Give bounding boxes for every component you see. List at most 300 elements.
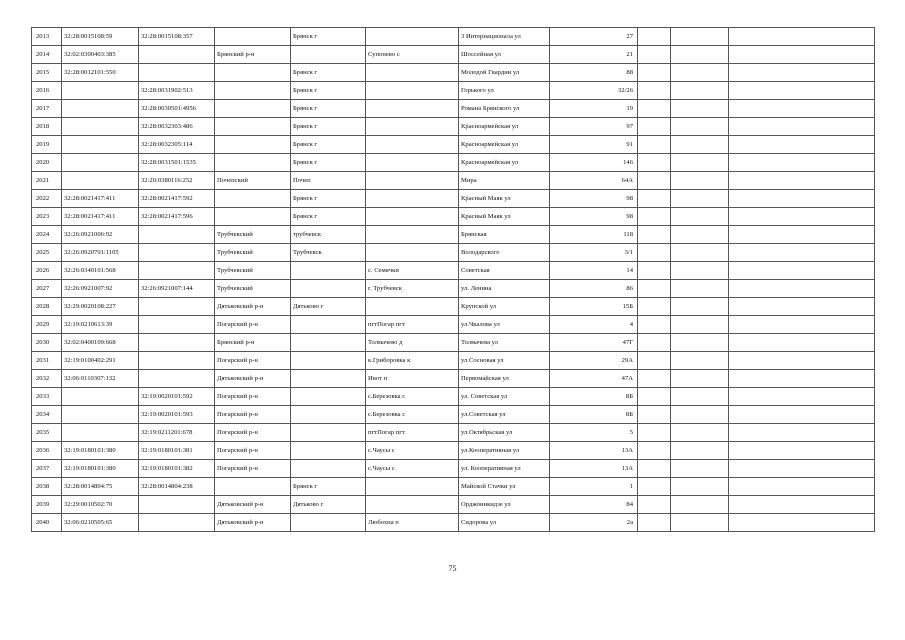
cell-extra-col-3	[729, 46, 875, 64]
table-row	[32, 262, 875, 280]
cell-extra-col-2	[671, 208, 729, 226]
cell-extra-col-3	[729, 388, 875, 406]
cell-building-cadastral-number	[139, 262, 215, 280]
cell-extra-col-2	[671, 460, 729, 478]
cell-house-number: 8Б	[550, 388, 638, 406]
cell-extra-col-1	[638, 406, 671, 424]
cell-city	[291, 316, 366, 334]
cell-city: Брянск г	[291, 478, 366, 496]
cell-settlement	[366, 190, 459, 208]
cell-extra-col-2	[671, 118, 729, 136]
cell-street: ул. Советская ул	[459, 388, 550, 406]
cell-district: Дятьковский р-н	[215, 370, 291, 388]
cell-extra-col-3	[729, 100, 875, 118]
cell-row-number: 2027	[32, 280, 62, 298]
cell-house-number: 86	[550, 280, 638, 298]
cell-building-cadastral-number: 32:26:0921007:144	[139, 280, 215, 298]
cell-city	[291, 424, 366, 442]
cell-city	[291, 334, 366, 352]
cell-row-number: 2013	[32, 28, 62, 46]
cell-extra-col-2	[671, 370, 729, 388]
cell-city	[291, 280, 366, 298]
cell-settlement	[366, 28, 459, 46]
cell-extra-col-2	[671, 100, 729, 118]
cell-street: ул.Кооперативная ул	[459, 442, 550, 460]
cell-house-number: 98	[550, 208, 638, 226]
cell-extra-col-2	[671, 316, 729, 334]
cell-extra-col-1	[638, 460, 671, 478]
cell-house-number: 98	[550, 190, 638, 208]
cell-district: Погарский р-н	[215, 460, 291, 478]
cell-city	[291, 460, 366, 478]
cell-city: Брянск г	[291, 136, 366, 154]
cell-row-number: 2018	[32, 118, 62, 136]
cell-extra-col-3	[729, 298, 875, 316]
cell-city	[291, 352, 366, 370]
cell-row-number: 2015	[32, 64, 62, 82]
cell-district	[215, 136, 291, 154]
cell-street: Мира	[459, 172, 550, 190]
cell-street: ул.Советская ул	[459, 406, 550, 424]
cell-house-number: 2а	[550, 514, 638, 532]
cell-street: Толмачева ул	[459, 334, 550, 352]
cell-extra-col-2	[671, 442, 729, 460]
cell-row-number: 2022	[32, 190, 62, 208]
table-row	[32, 334, 875, 352]
table-row	[32, 496, 875, 514]
table-row	[32, 82, 875, 100]
cell-cadastral-number: 32:02:0400109:668	[62, 334, 139, 352]
cell-house-number: 21	[550, 46, 638, 64]
cell-extra-col-3	[729, 496, 875, 514]
cell-row-number: 2014	[32, 46, 62, 64]
cell-district: Почепский	[215, 172, 291, 190]
cell-extra-col-1	[638, 334, 671, 352]
cell-building-cadastral-number: 32:28:0021417:592	[139, 190, 215, 208]
cell-house-number: 1	[550, 478, 638, 496]
cell-extra-col-1	[638, 388, 671, 406]
cell-house-number: 29А	[550, 352, 638, 370]
cell-row-number: 2019	[32, 136, 62, 154]
cell-extra-col-3	[729, 136, 875, 154]
cell-house-number: 3/1	[550, 244, 638, 262]
cell-street: Красноармейская ул	[459, 118, 550, 136]
cell-settlement: к.Гриборовка к	[366, 352, 459, 370]
cell-row-number: 2034	[32, 406, 62, 424]
cell-street: ул. Ленина	[459, 280, 550, 298]
cell-building-cadastral-number: 32:28:0032305:114	[139, 136, 215, 154]
cell-district: Погарский р-н	[215, 442, 291, 460]
cell-extra-col-2	[671, 406, 729, 424]
cell-house-number: 13А	[550, 460, 638, 478]
cell-extra-col-2	[671, 244, 729, 262]
cell-cadastral-number	[62, 136, 139, 154]
cell-cadastral-number: 32:28:0021417:411	[62, 208, 139, 226]
cell-settlement	[366, 64, 459, 82]
cell-settlement: Любохна п	[366, 514, 459, 532]
cell-settlement: Ивот п	[366, 370, 459, 388]
table-row	[32, 370, 875, 388]
cell-extra-col-1	[638, 370, 671, 388]
table-row	[32, 388, 875, 406]
cell-building-cadastral-number	[139, 496, 215, 514]
cell-extra-col-1	[638, 280, 671, 298]
table-row	[32, 46, 875, 64]
cell-district	[215, 82, 291, 100]
table-row	[32, 442, 875, 460]
table-row	[32, 28, 875, 46]
cell-settlement: с.Березовка с	[366, 406, 459, 424]
cell-house-number: 47А	[550, 370, 638, 388]
cell-extra-col-1	[638, 46, 671, 64]
cell-street: Володарского	[459, 244, 550, 262]
cell-settlement: с.Березовка с	[366, 388, 459, 406]
cell-building-cadastral-number: 32:28:0015108:357	[139, 28, 215, 46]
cell-extra-col-2	[671, 154, 729, 172]
cell-extra-col-3	[729, 154, 875, 172]
cell-extra-col-2	[671, 496, 729, 514]
cell-building-cadastral-number	[139, 226, 215, 244]
table-row	[32, 298, 875, 316]
cell-house-number: 88	[550, 64, 638, 82]
cell-extra-col-1	[638, 154, 671, 172]
cell-city: Дятьково г	[291, 496, 366, 514]
cell-extra-col-1	[638, 190, 671, 208]
cell-cadastral-number	[62, 118, 139, 136]
cell-extra-col-3	[729, 460, 875, 478]
cell-building-cadastral-number: 32:28:0031501:1535	[139, 154, 215, 172]
cell-extra-col-2	[671, 64, 729, 82]
cell-extra-col-1	[638, 352, 671, 370]
cell-street: Майской Стачки ул	[459, 478, 550, 496]
cell-extra-col-1	[638, 226, 671, 244]
cell-extra-col-2	[671, 388, 729, 406]
cell-city: Дятьково г	[291, 298, 366, 316]
cell-building-cadastral-number: 32:28:0030501:4956	[139, 100, 215, 118]
cell-street: Крупской ул	[459, 298, 550, 316]
cell-house-number: 64А	[550, 172, 638, 190]
cell-street: Красный Маяк ул	[459, 190, 550, 208]
cell-extra-col-2	[671, 226, 729, 244]
cell-row-number: 2036	[32, 442, 62, 460]
cell-street: ул. Кооперативная ул	[459, 460, 550, 478]
cell-house-number: 4	[550, 316, 638, 334]
cell-city: Брянск г	[291, 118, 366, 136]
cell-city: трубчевск	[291, 226, 366, 244]
cell-row-number: 2026	[32, 262, 62, 280]
cell-settlement	[366, 118, 459, 136]
cell-extra-col-1	[638, 514, 671, 532]
table-row	[32, 460, 875, 478]
cell-cadastral-number: 32:26:0921006:92	[62, 226, 139, 244]
cell-district	[215, 28, 291, 46]
cell-settlement	[366, 172, 459, 190]
cell-extra-col-3	[729, 262, 875, 280]
cell-district: Брянский р-н	[215, 334, 291, 352]
cell-extra-col-1	[638, 82, 671, 100]
cell-row-number: 2021	[32, 172, 62, 190]
cell-settlement	[366, 496, 459, 514]
cell-extra-col-3	[729, 190, 875, 208]
cell-extra-col-2	[671, 136, 729, 154]
cell-extra-col-3	[729, 406, 875, 424]
cell-district	[215, 100, 291, 118]
cell-district: Погарский р-н	[215, 388, 291, 406]
cell-extra-col-1	[638, 64, 671, 82]
table-row	[32, 316, 875, 334]
cell-street: Орджоникидзе ул	[459, 496, 550, 514]
cell-extra-col-3	[729, 316, 875, 334]
cell-extra-col-1	[638, 478, 671, 496]
cell-building-cadastral-number	[139, 334, 215, 352]
cell-extra-col-2	[671, 28, 729, 46]
cell-street: Горького ул	[459, 82, 550, 100]
cell-city: Трубчевск	[291, 244, 366, 262]
cell-extra-col-1	[638, 100, 671, 118]
cell-extra-col-2	[671, 334, 729, 352]
cell-extra-col-1	[638, 298, 671, 316]
table-row	[32, 514, 875, 532]
cell-extra-col-1	[638, 172, 671, 190]
cell-settlement	[366, 244, 459, 262]
cell-extra-col-1	[638, 316, 671, 334]
cell-cadastral-number	[62, 172, 139, 190]
cell-extra-col-1	[638, 244, 671, 262]
cell-district: Погарский р-н	[215, 424, 291, 442]
table-row	[32, 154, 875, 172]
cell-extra-col-3	[729, 514, 875, 532]
cell-street: Молодой Гвардии ул	[459, 64, 550, 82]
cell-house-number: 84	[550, 496, 638, 514]
cell-extra-col-2	[671, 298, 729, 316]
cell-extra-col-3	[729, 208, 875, 226]
table-body	[32, 28, 875, 532]
cell-house-number: 47Г	[550, 334, 638, 352]
registry-table	[31, 27, 875, 532]
cell-row-number: 2030	[32, 334, 62, 352]
cell-extra-col-3	[729, 352, 875, 370]
cell-city	[291, 406, 366, 424]
cell-extra-col-3	[729, 334, 875, 352]
cell-building-cadastral-number: 32:19:0211201:678	[139, 424, 215, 442]
cell-extra-col-3	[729, 244, 875, 262]
cell-street: ул.Сосновая ул	[459, 352, 550, 370]
cell-house-number: 15Б	[550, 298, 638, 316]
cell-extra-col-2	[671, 478, 729, 496]
cell-cadastral-number: 32:29:0010502:70	[62, 496, 139, 514]
cell-extra-col-3	[729, 442, 875, 460]
cell-house-number: 91	[550, 136, 638, 154]
cell-building-cadastral-number	[139, 514, 215, 532]
cell-settlement: с.Чаусы с	[366, 442, 459, 460]
table-row	[32, 424, 875, 442]
cell-street: ул.Чкалова ул	[459, 316, 550, 334]
cell-extra-col-3	[729, 478, 875, 496]
cell-district	[215, 478, 291, 496]
cell-city: Почеп	[291, 172, 366, 190]
cell-building-cadastral-number	[139, 244, 215, 262]
cell-row-number: 2016	[32, 82, 62, 100]
cell-house-number: 97	[550, 118, 638, 136]
cell-city	[291, 442, 366, 460]
cell-city	[291, 514, 366, 532]
cell-city: Брянск г	[291, 154, 366, 172]
cell-city: Брянск г	[291, 64, 366, 82]
cell-settlement: г. Трубчевск	[366, 280, 459, 298]
cell-district	[215, 208, 291, 226]
table-row	[32, 190, 875, 208]
table-row	[32, 118, 875, 136]
cell-settlement	[366, 82, 459, 100]
cell-building-cadastral-number: 32:28:0021417:596	[139, 208, 215, 226]
cell-cadastral-number: 32:26:0921007:92	[62, 280, 139, 298]
cell-row-number: 2040	[32, 514, 62, 532]
cell-street: ул.Октябрьская ул	[459, 424, 550, 442]
cell-extra-col-3	[729, 280, 875, 298]
cell-city: Брянск г	[291, 100, 366, 118]
cell-extra-col-2	[671, 352, 729, 370]
cell-building-cadastral-number	[139, 352, 215, 370]
cell-extra-col-3	[729, 226, 875, 244]
cell-settlement	[366, 136, 459, 154]
cell-extra-col-2	[671, 424, 729, 442]
cell-street: Красноармейская ул	[459, 154, 550, 172]
page-number: 75	[448, 564, 457, 573]
cell-district	[215, 154, 291, 172]
cell-district: Дятьковский р-н	[215, 496, 291, 514]
cell-cadastral-number: 32:26:0340101:568	[62, 262, 139, 280]
cell-district: Трубчевский	[215, 226, 291, 244]
cell-cadastral-number: 32:19:0100402:291	[62, 352, 139, 370]
table-row	[32, 136, 875, 154]
cell-building-cadastral-number	[139, 316, 215, 334]
cell-street: Красноармейская ул	[459, 136, 550, 154]
cell-settlement	[366, 154, 459, 172]
cell-city	[291, 388, 366, 406]
cell-extra-col-1	[638, 262, 671, 280]
cell-district: Трубчевский	[215, 262, 291, 280]
cell-house-number: 146	[550, 154, 638, 172]
cell-settlement: с.Чаусы с	[366, 460, 459, 478]
cell-cadastral-number	[62, 388, 139, 406]
cell-cadastral-number: 32:19:0210613:39	[62, 316, 139, 334]
cell-cadastral-number: 32:26:0920701:1105	[62, 244, 139, 262]
cell-extra-col-1	[638, 208, 671, 226]
cell-district: Трубчевский	[215, 244, 291, 262]
cell-cadastral-number: 32:28:0015108:59	[62, 28, 139, 46]
cell-extra-col-1	[638, 424, 671, 442]
cell-district: Погарский р-н	[215, 316, 291, 334]
cell-district: Брянский р-н	[215, 46, 291, 64]
table-row	[32, 226, 875, 244]
cell-building-cadastral-number: 32:19:0020101:592	[139, 388, 215, 406]
cell-city: Брянск г	[291, 82, 366, 100]
cell-street: 3 Интернационала ул	[459, 28, 550, 46]
cell-city: Брянск г	[291, 208, 366, 226]
cell-street: Сидорова ул	[459, 514, 550, 532]
cell-street: Брянская	[459, 226, 550, 244]
cell-cadastral-number: 32:19:0180101:380	[62, 460, 139, 478]
cell-extra-col-2	[671, 262, 729, 280]
cell-house-number: 19	[550, 100, 638, 118]
cell-house-number: 13А	[550, 442, 638, 460]
cell-district: Погарский р-н	[215, 406, 291, 424]
table-row	[32, 172, 875, 190]
cell-cadastral-number: 32:29:0020108:227	[62, 298, 139, 316]
table-row	[32, 64, 875, 82]
cell-row-number: 2023	[32, 208, 62, 226]
cell-district: Погарский р-н	[215, 352, 291, 370]
cell-district: Трубчевский	[215, 280, 291, 298]
cell-street: Шоссейная ул	[459, 46, 550, 64]
cell-city	[291, 262, 366, 280]
cell-cadastral-number	[62, 100, 139, 118]
cell-extra-col-3	[729, 370, 875, 388]
cell-cadastral-number: 32:28:0012101:550	[62, 64, 139, 82]
cell-cadastral-number: 32:28:0021417:411	[62, 190, 139, 208]
cell-district	[215, 118, 291, 136]
cell-extra-col-3	[729, 118, 875, 136]
cell-extra-col-2	[671, 190, 729, 208]
cell-extra-col-2	[671, 280, 729, 298]
cell-street: Красный Маяк ул	[459, 208, 550, 226]
cell-building-cadastral-number	[139, 370, 215, 388]
cell-settlement: пгтПогар пгт	[366, 316, 459, 334]
cell-row-number: 2031	[32, 352, 62, 370]
cell-cadastral-number: 32:28:0014804:75	[62, 478, 139, 496]
cell-building-cadastral-number: 32:19:0020101:593	[139, 406, 215, 424]
cell-extra-col-2	[671, 82, 729, 100]
cell-row-number: 2017	[32, 100, 62, 118]
cell-cadastral-number	[62, 424, 139, 442]
table-row	[32, 244, 875, 262]
cell-cadastral-number: 32:06:0210505:65	[62, 514, 139, 532]
cell-street: Первомайская ул	[459, 370, 550, 388]
cell-house-number: 27	[550, 28, 638, 46]
cell-building-cadastral-number: 32:28:0032303:486	[139, 118, 215, 136]
cell-cadastral-number: 32:06:0110307:132	[62, 370, 139, 388]
cell-building-cadastral-number: 32:28:0014804:238	[139, 478, 215, 496]
cell-settlement	[366, 100, 459, 118]
cell-extra-col-1	[638, 442, 671, 460]
cell-row-number: 2032	[32, 370, 62, 388]
cell-house-number: 118	[550, 226, 638, 244]
cell-row-number: 2039	[32, 496, 62, 514]
table-row	[32, 208, 875, 226]
cell-street: Советская	[459, 262, 550, 280]
cell-cadastral-number: 32:19:0180101:380	[62, 442, 139, 460]
cell-settlement: Супонево с	[366, 46, 459, 64]
cell-city	[291, 46, 366, 64]
cell-row-number: 2033	[32, 388, 62, 406]
cell-extra-col-3	[729, 424, 875, 442]
cell-district	[215, 64, 291, 82]
table-row	[32, 100, 875, 118]
cell-building-cadastral-number	[139, 298, 215, 316]
cell-extra-col-3	[729, 82, 875, 100]
cell-settlement	[366, 208, 459, 226]
cell-district: Дятьковский р-н	[215, 514, 291, 532]
cell-settlement: Толмачево д	[366, 334, 459, 352]
cell-house-number: 5	[550, 424, 638, 442]
cell-row-number: 2025	[32, 244, 62, 262]
cell-extra-col-3	[729, 28, 875, 46]
cell-house-number: 14	[550, 262, 638, 280]
table-row	[32, 406, 875, 424]
cell-city: Брянск г	[291, 190, 366, 208]
cell-cadastral-number	[62, 154, 139, 172]
cell-row-number: 2020	[32, 154, 62, 172]
